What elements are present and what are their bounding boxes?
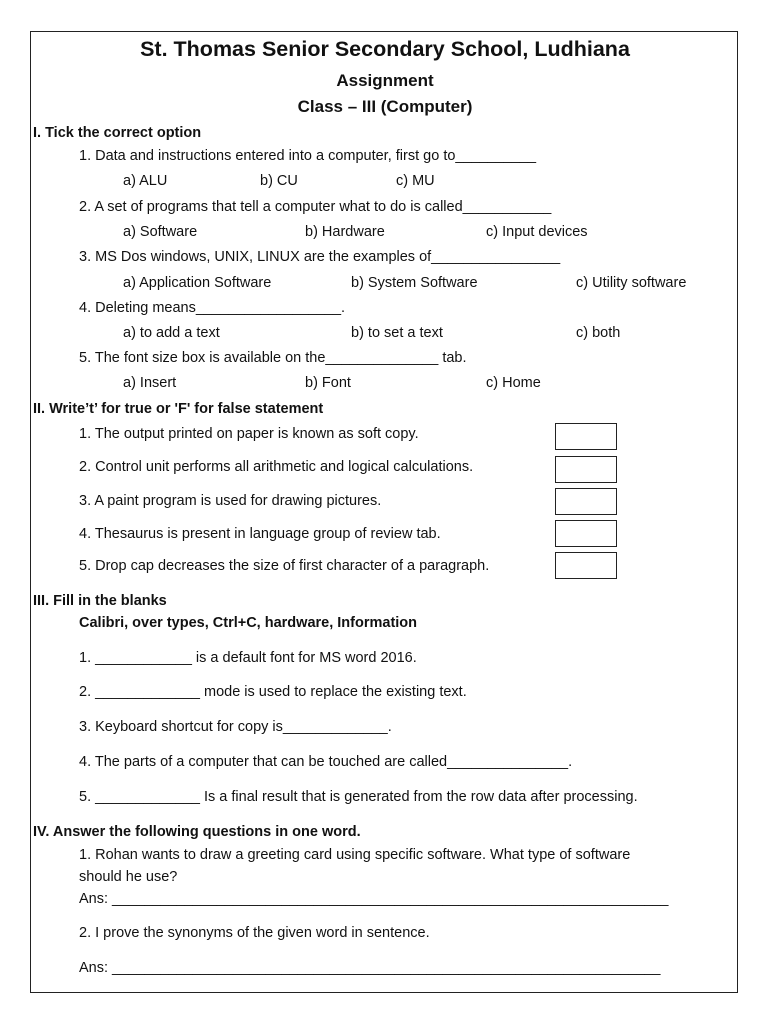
tf-answer-box-3[interactable] [555, 488, 617, 515]
mcq-1-option-c: c) MU [396, 173, 435, 189]
short-q-1-line-1: 1. Rohan wants to draw a greeting card using specific software. What type of software [79, 847, 631, 863]
tf-statement-5: 5. Drop cap decreases the size of first character of a paragraph. [79, 558, 490, 574]
mcq-3-option-b: b) System Software [351, 275, 478, 291]
blank-2: 2. _____________ mode is used to replace the existing text. [79, 684, 467, 700]
short-q-2: 2. I prove the synonyms of the given word in sentence. [79, 925, 430, 941]
tf-answer-box-2[interactable] [555, 456, 617, 483]
worksheet-page [30, 31, 738, 993]
mcq-3-question: 3. MS Dos windows, UNIX, LINUX are the examples of________________ [79, 249, 561, 265]
blank-3: 3. Keyboard shortcut for copy is_____________. [79, 719, 392, 735]
mcq-1-option-b: b) CU [260, 173, 298, 189]
mcq-4-option-c: c) both [576, 325, 621, 341]
section-2-title: II. Write’t’ for true or 'F' for false statement [33, 401, 324, 417]
mcq-2-option-b: b) Hardware [305, 224, 385, 240]
mcq-5-question: 5. The font size box is available on the______________ tab. [79, 350, 467, 366]
blank-1: 1. ____________ is a default font for MS word 2016. [79, 650, 417, 666]
section-1-title: I. Tick the correct option [33, 125, 202, 141]
tf-statement-4: 4. Thesaurus is present in language group of review tab. [79, 526, 441, 542]
short-q-1-answer-line[interactable]: Ans: _____________________________________________________________________ [79, 891, 669, 907]
mcq-2-option-a: a) Software [123, 224, 198, 240]
mcq-1-option-a: a) ALU [123, 173, 168, 189]
assignment-heading: Assignment [336, 71, 434, 90]
section-3-title: III. Fill in the blanks [33, 593, 167, 609]
blank-4: 4. The parts of a computer that can be touched are called_______________. [79, 754, 573, 770]
word-bank: Calibri, over types, Ctrl+C, hardware, Information [79, 615, 418, 631]
tf-answer-box-1[interactable] [555, 423, 617, 450]
tf-statement-3: 3. A paint program is used for drawing pictures. [79, 493, 382, 509]
mcq-4-question: 4. Deleting means__________________. [79, 300, 346, 316]
mcq-3-option-c: c) Utility software [576, 275, 687, 291]
class-heading: Class – III (Computer) [297, 97, 473, 116]
mcq-5-option-c: c) Home [486, 375, 541, 391]
short-q-2-answer-line[interactable]: Ans: ____________________________________________________________________ [79, 960, 661, 976]
blank-5: 5. _____________ Is a final result that is generated from the row data after processing. [79, 789, 638, 805]
tf-statement-1: 1. The output printed on paper is known as soft copy. [79, 426, 419, 442]
mcq-5-option-b: b) Font [305, 375, 351, 391]
mcq-2-option-c: c) Input devices [486, 224, 588, 240]
mcq-2-question: 2. A set of programs that tell a computer what to do is called___________ [79, 199, 552, 215]
mcq-4-option-b: b) to set a text [351, 325, 443, 341]
mcq-4-option-a: a) to add a text [123, 325, 220, 341]
school-name: St. Thomas Senior Secondary School, Ludhiana [140, 37, 630, 61]
mcq-5-option-a: a) Insert [123, 375, 177, 391]
tf-statement-2: 2. Control unit performs all arithmetic and logical calculations. [79, 459, 474, 475]
tf-answer-box-4[interactable] [555, 520, 617, 547]
short-q-1-line-2: should he use? [79, 869, 178, 885]
tf-answer-box-5[interactable] [555, 552, 617, 579]
mcq-1-question: 1. Data and instructions entered into a computer, first go to__________ [79, 148, 537, 164]
section-4-title: IV. Answer the following questions in one word. [33, 824, 361, 840]
mcq-3-option-a: a) Application Software [123, 275, 272, 291]
